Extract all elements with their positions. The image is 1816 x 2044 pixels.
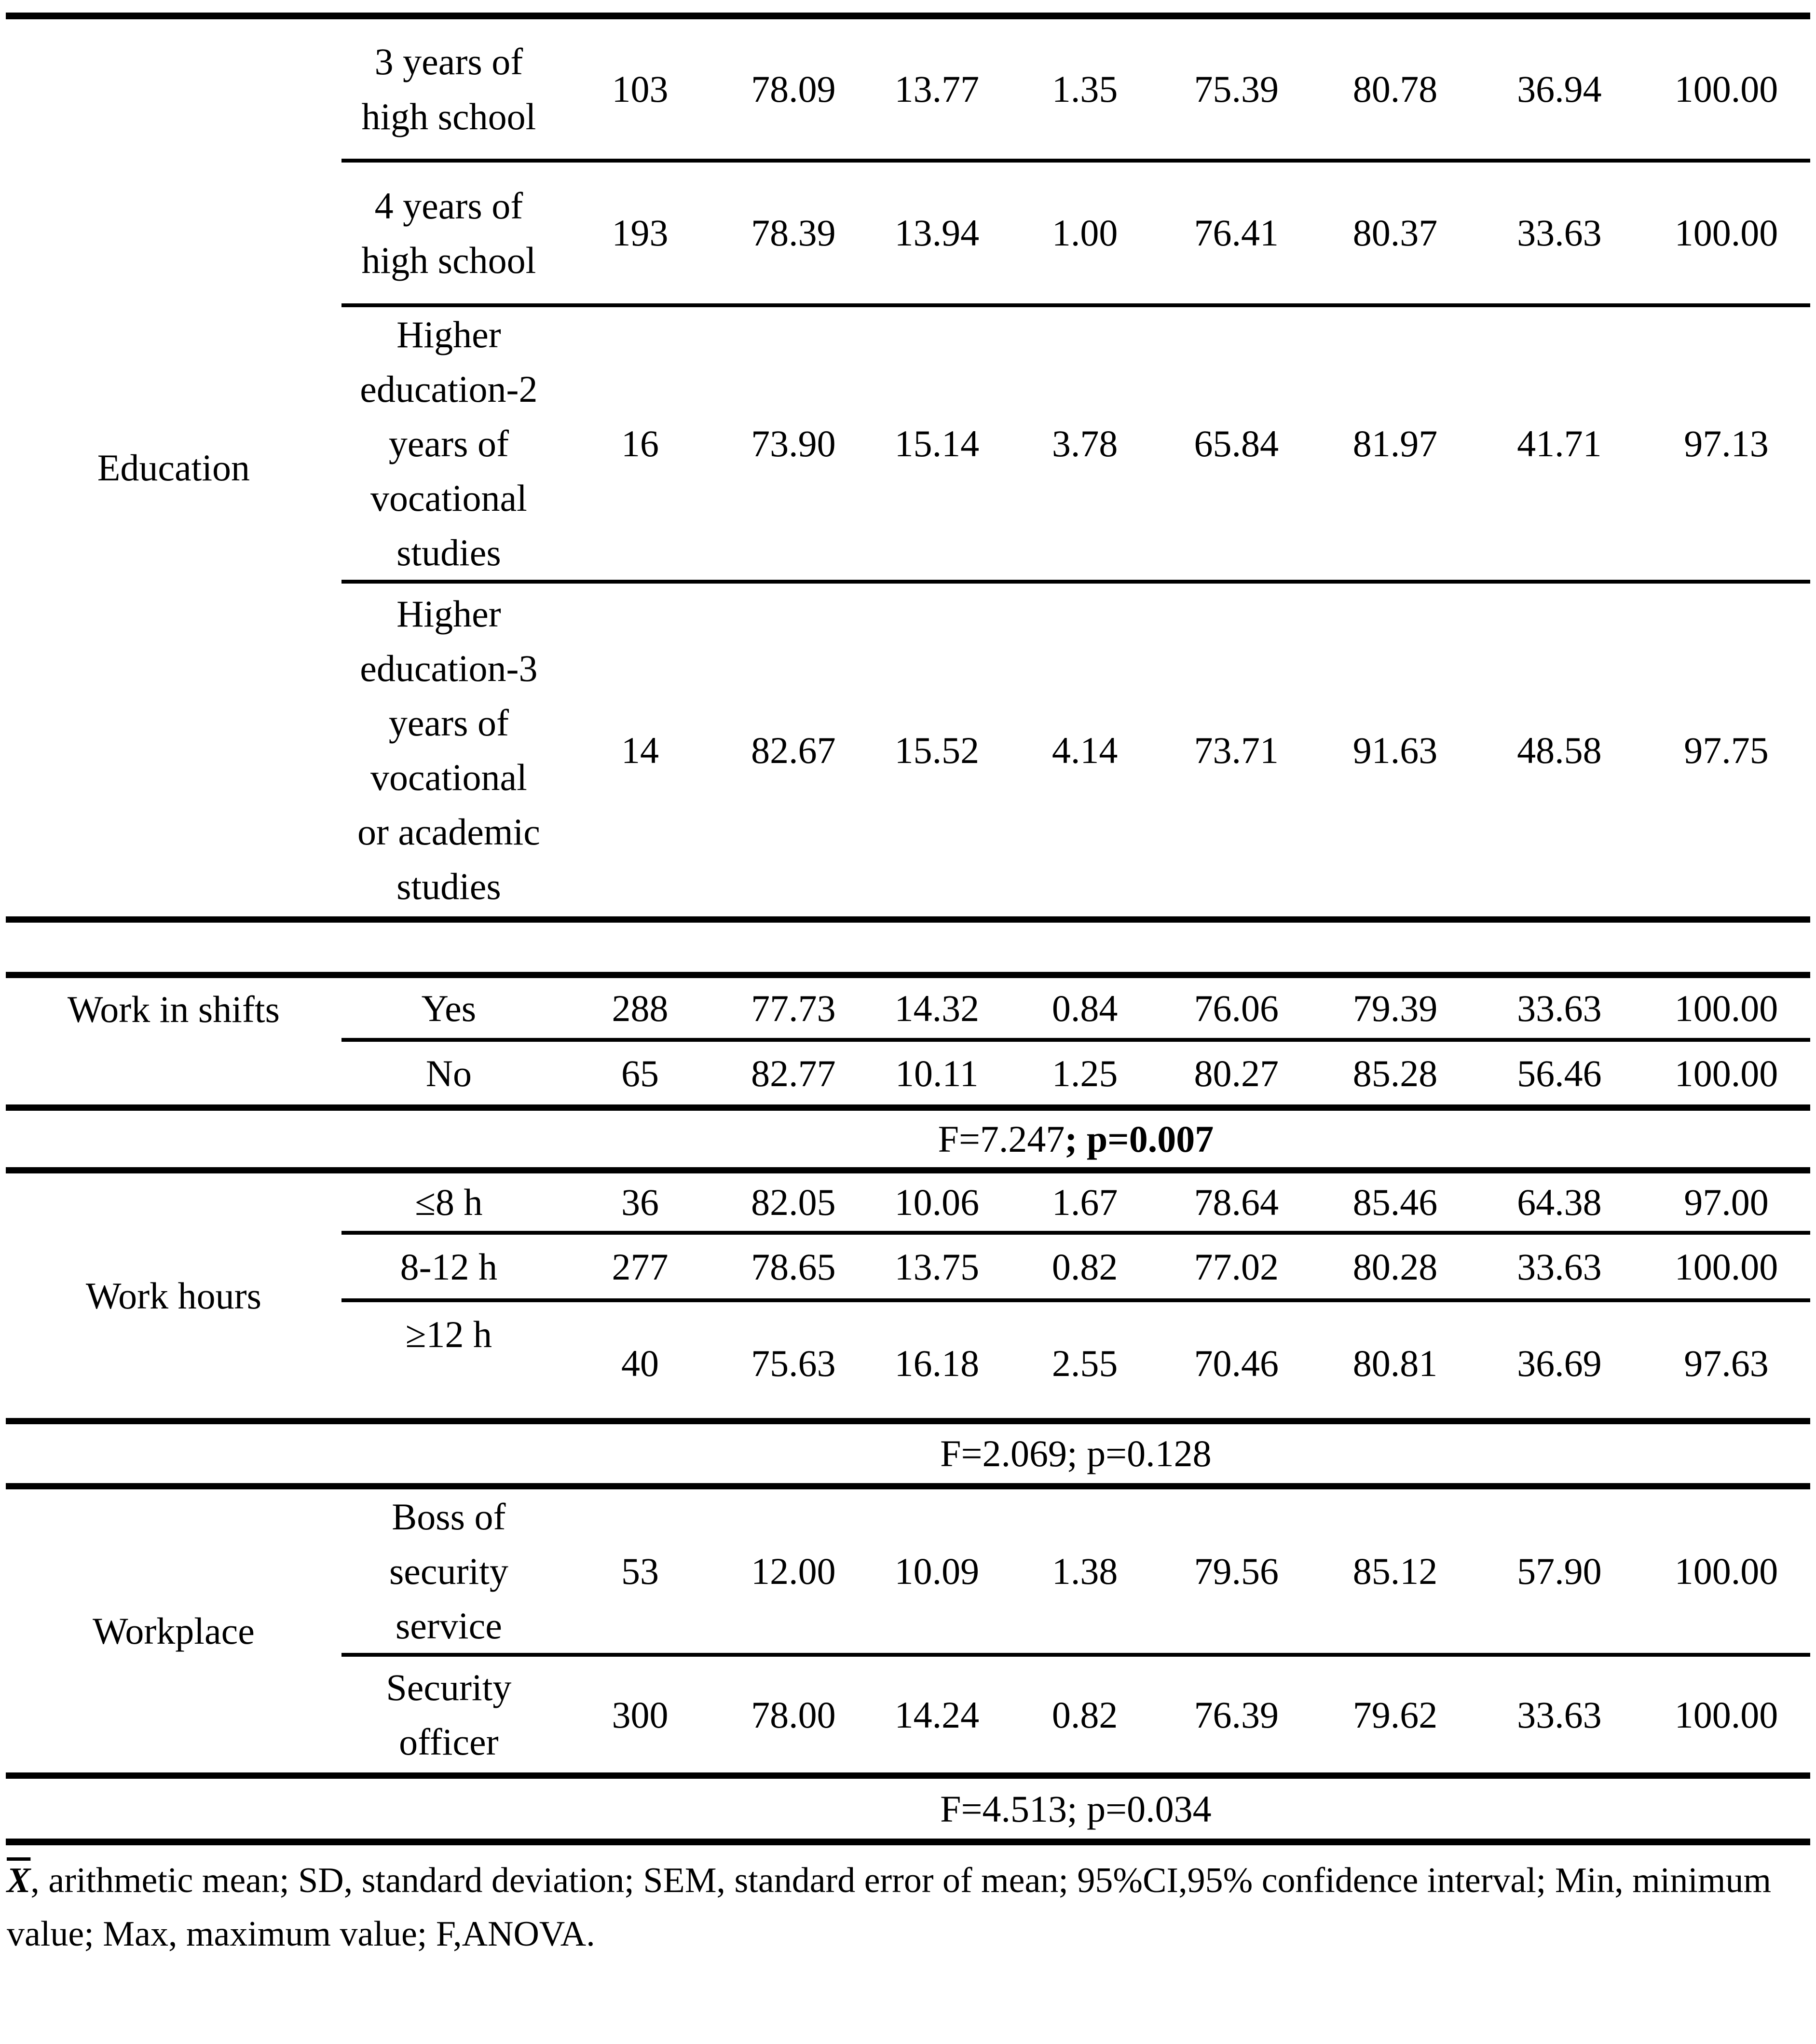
footnote-text: , arithmetic mean; SD, standard deviation; SEM, standard error of mean; 95%CI,95% confidence interval; Min, minimum value; Max, maximum value; F,ANOVA. bbox=[7, 1861, 1772, 1954]
row-label: 8-12 h bbox=[341, 1233, 556, 1300]
cell-sd: 13.94 bbox=[863, 161, 1011, 305]
cell-mean: 75.63 bbox=[724, 1300, 863, 1421]
row-label: 3 years of high school bbox=[341, 16, 556, 161]
row-label: ≤8 h bbox=[341, 1170, 556, 1233]
cell-min: 33.63 bbox=[1476, 975, 1642, 1040]
cell-sd: 14.24 bbox=[863, 1655, 1011, 1775]
cell-n: 65 bbox=[556, 1040, 724, 1107]
category-label-education: Education bbox=[6, 16, 341, 919]
cell-sem: 0.82 bbox=[1011, 1655, 1159, 1775]
f-value: F=2.069; p=0.128 bbox=[940, 1432, 1212, 1475]
cell-ci-upper: 80.78 bbox=[1314, 16, 1476, 161]
cell-min: 57.90 bbox=[1476, 1486, 1642, 1655]
cell-ci-lower: 77.02 bbox=[1159, 1233, 1314, 1300]
row-label: Security officer bbox=[341, 1655, 556, 1775]
cell-sem: 4.14 bbox=[1011, 582, 1159, 919]
anova-f-statistic bbox=[341, 1421, 1810, 1486]
cell-ci-upper: 79.39 bbox=[1314, 975, 1476, 1040]
cell-min: 41.71 bbox=[1476, 305, 1642, 582]
cell-n: 16 bbox=[556, 305, 724, 582]
table-row bbox=[6, 1486, 1810, 1655]
cell-mean: 12.00 bbox=[724, 1486, 863, 1655]
anova-row bbox=[6, 1421, 1810, 1486]
cell-n: 193 bbox=[556, 161, 724, 305]
table-row bbox=[6, 16, 1810, 161]
row-label: No bbox=[341, 1040, 556, 1107]
cell-ci-upper: 91.63 bbox=[1314, 582, 1476, 919]
statistics-table bbox=[6, 13, 1810, 1845]
cell-sem: 1.38 bbox=[1011, 1486, 1159, 1655]
cell-sd: 10.09 bbox=[863, 1486, 1011, 1655]
cell-sd: 16.18 bbox=[863, 1300, 1011, 1421]
cell-mean: 78.00 bbox=[724, 1655, 863, 1775]
empty-cell bbox=[6, 1775, 341, 1842]
cell-ci-upper: 85.28 bbox=[1314, 1040, 1476, 1107]
cell-sem: 2.55 bbox=[1011, 1300, 1159, 1421]
row-label: Yes bbox=[341, 975, 556, 1040]
cell-ci-upper: 79.62 bbox=[1314, 1655, 1476, 1775]
cell-min: 64.38 bbox=[1476, 1170, 1642, 1233]
category-label-workplace: Workplace bbox=[6, 1486, 341, 1775]
cell-sem: 0.82 bbox=[1011, 1233, 1159, 1300]
cell-sd: 13.75 bbox=[863, 1233, 1011, 1300]
cell-sd: 15.14 bbox=[863, 305, 1011, 582]
cell-ci-lower: 80.27 bbox=[1159, 1040, 1314, 1107]
row-label: Boss of security service bbox=[341, 1486, 556, 1655]
cell-min: 56.46 bbox=[1476, 1040, 1642, 1107]
cell-mean: 82.67 bbox=[724, 582, 863, 919]
cell-n: 53 bbox=[556, 1486, 724, 1655]
table-row bbox=[6, 975, 1810, 1040]
cell-min: 48.58 bbox=[1476, 582, 1642, 919]
cell-n: 103 bbox=[556, 16, 724, 161]
cell-n: 300 bbox=[556, 1655, 724, 1775]
cell-ci-upper: 85.46 bbox=[1314, 1170, 1476, 1233]
cell-sd: 14.32 bbox=[863, 975, 1011, 1040]
cell-ci-upper: 80.81 bbox=[1314, 1300, 1476, 1421]
cell-n: 277 bbox=[556, 1233, 724, 1300]
cell-ci-upper: 80.28 bbox=[1314, 1233, 1476, 1300]
cell-ci-lower: 73.71 bbox=[1159, 582, 1314, 919]
category-label-work-hours: Work hours bbox=[6, 1170, 341, 1421]
row-label: Higher education-3 years of vocational or academic studies bbox=[341, 582, 556, 919]
cell-max: 97.13 bbox=[1642, 305, 1810, 582]
cell-mean: 77.73 bbox=[724, 975, 863, 1040]
empty-cell bbox=[6, 919, 1810, 975]
cell-sd: 10.06 bbox=[863, 1170, 1011, 1233]
cell-ci-lower: 70.46 bbox=[1159, 1300, 1314, 1421]
anova-f-statistic bbox=[341, 1107, 1810, 1170]
cell-ci-lower: 76.06 bbox=[1159, 975, 1314, 1040]
cell-min: 33.63 bbox=[1476, 161, 1642, 305]
cell-sem: 0.84 bbox=[1011, 975, 1159, 1040]
cell-max: 100.00 bbox=[1642, 1040, 1810, 1107]
cell-mean: 78.39 bbox=[724, 161, 863, 305]
cell-ci-lower: 76.39 bbox=[1159, 1655, 1314, 1775]
cell-max: 100.00 bbox=[1642, 975, 1810, 1040]
empty-cell bbox=[6, 1421, 341, 1486]
cell-sd: 15.52 bbox=[863, 582, 1011, 919]
f-value: F=4.513; p=0.034 bbox=[940, 1787, 1212, 1830]
cell-mean: 78.09 bbox=[724, 16, 863, 161]
anova-row bbox=[6, 1775, 1810, 1842]
spacer-row bbox=[6, 919, 1810, 975]
cell-sem: 1.67 bbox=[1011, 1170, 1159, 1233]
cell-max: 100.00 bbox=[1642, 1486, 1810, 1655]
cell-ci-lower: 79.56 bbox=[1159, 1486, 1314, 1655]
p-value: ; p=0.007 bbox=[1065, 1117, 1214, 1160]
cell-mean: 82.05 bbox=[724, 1170, 863, 1233]
cell-sd: 10.11 bbox=[863, 1040, 1011, 1107]
cell-max: 100.00 bbox=[1642, 161, 1810, 305]
empty-cell bbox=[6, 1107, 341, 1170]
cell-ci-lower: 65.84 bbox=[1159, 305, 1314, 582]
cell-ci-lower: 76.41 bbox=[1159, 161, 1314, 305]
cell-ci-lower: 75.39 bbox=[1159, 16, 1314, 161]
cell-min: 36.94 bbox=[1476, 16, 1642, 161]
cell-ci-upper: 85.12 bbox=[1314, 1486, 1476, 1655]
cell-mean: 82.77 bbox=[724, 1040, 863, 1107]
cell-n: 288 bbox=[556, 975, 724, 1040]
cell-ci-upper: 81.97 bbox=[1314, 305, 1476, 582]
cell-sem: 3.78 bbox=[1011, 305, 1159, 582]
cell-max: 100.00 bbox=[1642, 1233, 1810, 1300]
cell-sd: 13.77 bbox=[863, 16, 1011, 161]
footnote bbox=[7, 1854, 1809, 1961]
empty-cell bbox=[6, 1040, 341, 1107]
cell-n: 36 bbox=[556, 1170, 724, 1233]
cell-min: 36.69 bbox=[1476, 1300, 1642, 1421]
row-label: Higher education-2 years of vocational studies bbox=[341, 305, 556, 582]
cell-max: 100.00 bbox=[1642, 16, 1810, 161]
f-value: F=7.247 bbox=[938, 1117, 1065, 1160]
footnote-xbar-symbol: $\overline{X}$ bbox=[7, 1861, 31, 1901]
cell-ci-upper: 80.37 bbox=[1314, 161, 1476, 305]
cell-sem: 1.35 bbox=[1011, 16, 1159, 161]
cell-min: 33.63 bbox=[1476, 1655, 1642, 1775]
cell-mean: 73.90 bbox=[724, 305, 863, 582]
cell-n: 40 bbox=[556, 1300, 724, 1421]
cell-n: 14 bbox=[556, 582, 724, 919]
cell-min: 33.63 bbox=[1476, 1233, 1642, 1300]
cell-max: 97.63 bbox=[1642, 1300, 1810, 1421]
table-row bbox=[6, 1170, 1810, 1233]
anova-f-statistic bbox=[341, 1775, 1810, 1842]
cell-sem: 1.25 bbox=[1011, 1040, 1159, 1107]
cell-max: 100.00 bbox=[1642, 1655, 1810, 1775]
cell-sem: 1.00 bbox=[1011, 161, 1159, 305]
anova-row bbox=[6, 1107, 1810, 1170]
category-label-work-in-shifts: Work in shifts bbox=[67, 988, 280, 1030]
cell-max: 97.00 bbox=[1642, 1170, 1810, 1233]
cell-ci-lower: 78.64 bbox=[1159, 1170, 1314, 1233]
cell-max: 97.75 bbox=[1642, 582, 1810, 919]
row-label: 4 years of high school bbox=[341, 161, 556, 305]
table-row bbox=[6, 1040, 1810, 1107]
row-label: ≥12 h bbox=[341, 1300, 556, 1421]
cell-mean: 78.65 bbox=[724, 1233, 863, 1300]
